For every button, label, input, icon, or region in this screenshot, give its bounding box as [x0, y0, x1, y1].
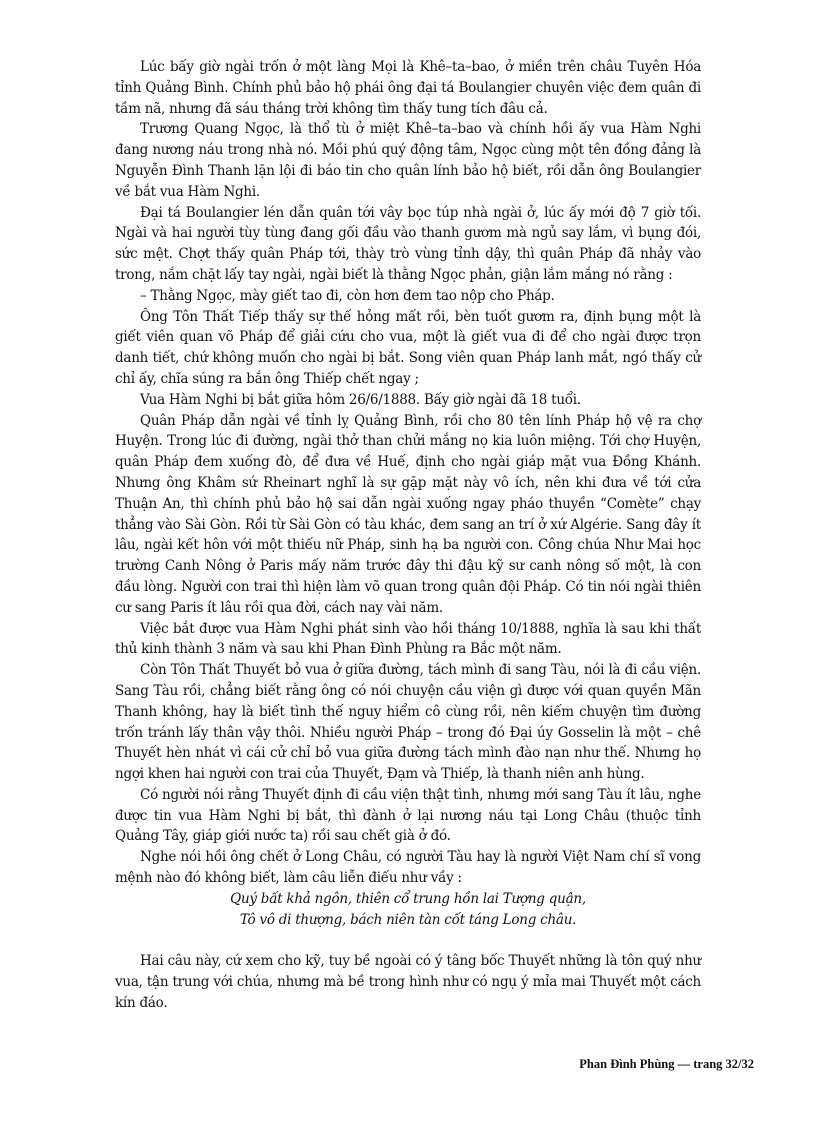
paragraph: Việc bắt được vua Hàm Nghi phát sinh vào hồi tháng 10/1888, nghĩa là sau khi thất thủ kinh thành 3 năm và sau khi Phan Đình Phùng ra Bắc một năm. — [115, 620, 701, 658]
couplet-line: Quý bất khả ngôn, thiên cổ trung hồn lai Tượng quận, — [230, 890, 586, 907]
paragraph: Ông Tôn Thất Tiếp thấy sự thế hỏng mất rồi, bèn tuốt gươm ra, định bụng một là giết viên quan võ Pháp để giải cứu cho vua, một là giết vua đi để cho ngài được trọn danh tiết, chứ không muốn cho ngài bị bắt. Song viên quan Pháp lanh mắt, ngó thấy cử chỉ ấy, chĩa súng ra bắn ông Thiếp chết ngay ; — [115, 308, 701, 387]
page-body — [115, 57, 701, 1014]
paragraph: Nghe nói hồi ông chết ở Long Châu, có người Tàu hay là người Việt Nam chí sĩ vong mệnh nào đó không biết, làm câu liễn điếu như vầy : — [115, 849, 701, 887]
paragraph: Đại tá Boulangier lén dẫn quân tới vây bọc túp nhà ngài ở, lúc ấy mới độ 7 giờ tối. Ngài và hai người tùy tùng đang gối đầu vào thanh gươm mà ngủ say lắm, vì bụng đói, sức mệt. Chợt thấy quân Pháp tới, thày trò vùng tỉnh dậy, thì quân Pháp đã nhảy vào trong, nắm chặt lấy tay ngài, ngài biết là thằng Ngọc phản, giận lắm mắng nó rằng : — [115, 204, 701, 283]
paragraph: Có người nói rằng Thuyết định đi cầu viện thật tình, nhưng mới sang Tàu ít lâu, nghe được tin vua Hàm Nghi bị bắt, thì đành ở lại nương náu tại Long Châu (thuộc tỉnh Quảng Tây, giáp giới nước ta) rồi sau chết già ở đó. — [115, 786, 701, 845]
paragraph: Trương Quang Ngọc, là thổ tù ở miệt Khê–ta–bao và chính hồi ấy vua Hàm Nghi đang nương náu trong nhà nó. Mồi phú quý động tâm, Ngọc cùng một tên đồng đảng là Nguyễn Đình Thanh lặn lội đi báo tin cho quân lính bảo hộ biết, rồi dẫn ông Boulangier về bắt vua Hàm Nghi. — [115, 121, 701, 200]
paragraph: – Thằng Ngọc, mày giết tao đi, còn hơn đem tao nộp cho Pháp. — [140, 287, 555, 304]
paragraph: Còn Tôn Thất Thuyết bỏ vua ở giữa đường, tách mình đi sang Tàu, nói là đi cầu viện. Sang Tàu rồi, chẳng biết rằng ông có nói chuyện cầu viện gì được với quan quyền Mãn Thanh không, hay là biết tình thế nguy hiểm cô cùng rồi, nên kiếm chuyện tìm đường trốn tránh lấy thân vậy thôi. Nhiều người Pháp – trong đó Đại úy Gosselin là một – chê Thuyết hèn nhát vì cái cử chỉ bỏ vua giữa đường tách mình đào nạn như thế. Nhưng họ ngợi khen hai người con trai của Thuyết, Đạm và Thiếp, là thanh niên anh hùng. — [115, 662, 701, 783]
couplet-line: Tô vô di thượng, bách niên tàn cốt táng Long châu. — [239, 911, 577, 928]
closing-paragraph: Hai câu này, cứ xem cho kỹ, tuy bề ngoài có ý tâng bốc Thuyết những là tôn quý như vua, tận trung với chúa, nhưng mà bề trong hình như có ngụ ý mỉa mai Thuyết một cách kín đáo. — [115, 953, 701, 1011]
paragraph: Lúc bấy giờ ngài trốn ở một làng Mọi là Khê–ta–bao, ở miền trên châu Tuyên Hóa tỉnh Quảng Bình. Chính phủ bảo hộ phái ông đại tá Boulangier chuyên việc đem quân đi tầm nã, nhưng đã sáu tháng trời không tìm thấy tung tích đâu cả. — [115, 59, 701, 117]
paragraph: Quân Pháp dẫn ngài về tỉnh lỵ Quảng Bình, rồi cho 80 tên lính Pháp hộ vệ ra chợ Huyện. Trong lúc đi đường, ngài thở than chửi mắng nọ kia luôn miệng. Tới chợ Huyện, quân Pháp đem xuống đò, để đưa về Huế, định cho ngài giáp mặt vua Đồng Khánh. Nhưng ông Khâm sứ Rheinart nghĩ là sự gặp mặt này vô ích, nên khi đưa về tới cửa Thuận An, thì chính phủ bảo hộ sai dẫn ngài xuống ngay pháo thuyền “Comète” chạy thẳng vào Sài Gòn. Rồi từ Sài Gòn có tàu khác, đem sang an trí ở xứ Algérie. Sang đây ít lâu, ngài kết hôn với một thiếu nữ Pháp, sinh hạ ba người con. Công chúa Như Mai học trường Canh Nông ở Paris mấy năm trước đây thi đậu kỹ sư canh nông số một, là con đầu lòng. Người con trai thì hiện làm võ quan trong quân đội Pháp. Có tin nói ngài thiên cư sang Paris ít lâu rồi qua đời, cách nay vài năm. — [115, 412, 701, 616]
paragraph: Vua Hàm Nghi bị bắt giữa hôm 26/6/1888. Bấy giờ ngài đã 18 tuổi. — [140, 391, 581, 408]
couplet — [115, 889, 701, 931]
page-footer: Phan Đình Phùng — trang 32/32 — [579, 1057, 754, 1071]
